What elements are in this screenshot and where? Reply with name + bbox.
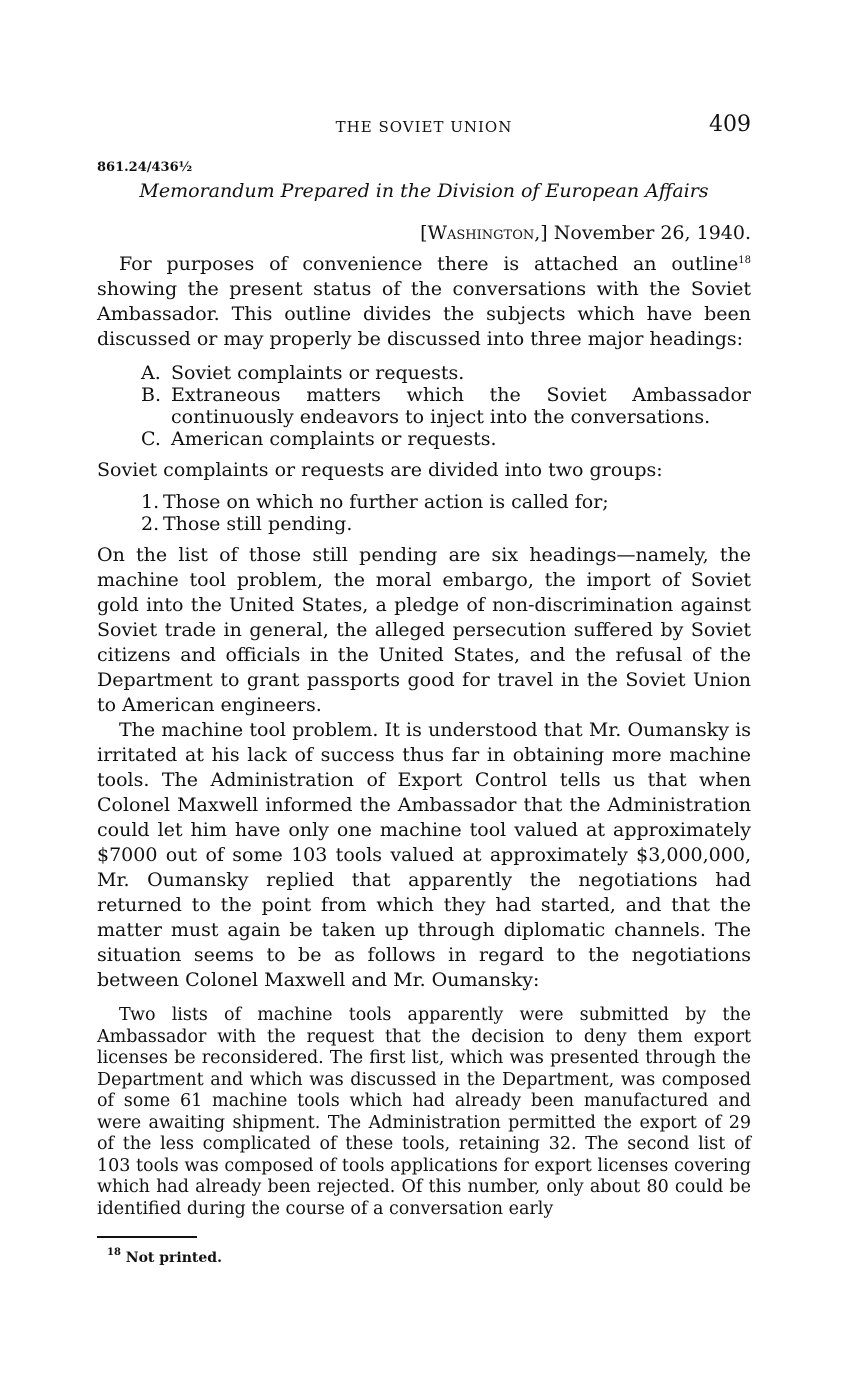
pending-paragraph: On the list of those still pending are six headings—namely, the machine tool problem, the moral embargo, the import of Soviet gold into the United States, a pledge of non-discrimination against Soviet trade in general, the alleged persecution suffered by Soviet citizens and officials in the United States, and the refusal of the Department to grant passports good for travel in the Soviet Union to American engineers. [97, 544, 751, 716]
footnote-reference: 18 [738, 255, 751, 266]
dateline-open-bracket: [ [420, 222, 428, 244]
page-header [97, 112, 751, 142]
outline-marker: A. [141, 362, 161, 384]
group-text: Those on which no further action is called for; [163, 491, 609, 513]
group-item [141, 513, 751, 535]
intro-paragraph [97, 252, 751, 352]
outline-item [141, 384, 751, 428]
footnote [107, 1247, 222, 1266]
document-body [97, 252, 751, 1220]
group-text: Those still pending. [163, 513, 353, 535]
outline-marker: C. [141, 428, 161, 450]
intro-text-continued: showing the present status of the conversations with the Soviet Ambassador. This outline divides the subjects which have been discussed or may properly be discussed into three major headings: [97, 278, 751, 350]
dateline-date: November 26, 1940. [547, 222, 751, 244]
page-number: 409 [709, 112, 751, 137]
group-marker: 2. [141, 513, 160, 535]
groups-list [97, 491, 751, 535]
file-number: 861.24/436½ [97, 160, 193, 175]
machine-tool-paragraph: The machine tool problem. It is understood that Mr. Oumansky is irritated at his lack of success thus far in obtaining more machine tools. The Administration of Export Control tells us that when Colonel Maxwell informed the Ambassador that the Administration could let him have only one machine tool valued at approximately $7000 out of some 103 tools valued at approximately $3,000,000, Mr. Oumansky replied that apparently the negotiations had returned to the point from which they had started, and that the matter must again be taken up through diplomatic channels. The situation seems to be as follows in regard to the negotiations between Colonel Maxwell and Mr. Oumansky: [97, 719, 751, 991]
dateline-close-bracket: ] [540, 222, 548, 244]
outline-text: Soviet complaints or requests. [171, 362, 465, 384]
quoted-paragraph: Two lists of machine tools apparently were submitted by the Ambassador with the request that the decision to deny them export licenses be reconsidered. The first list, which was presented through the Department and which was discussed in the Department, was composed of some 61 machine tools which had already been manufactured and were awaiting shipment. The Administration permitted the export of 29 of the less complicated of these tools, retaining 32. The second list of 103 tools was composed of tools applications for export licenses covering which had already been rejected. Of this number, only about 80 could be identified during the course of a conversation early [97, 1005, 751, 1219]
outline-item [141, 428, 751, 450]
outline-item [141, 362, 751, 384]
outline-marker: B. [141, 384, 162, 406]
footnote-number: 18 [107, 1247, 121, 1258]
dateline [420, 222, 751, 244]
running-head: THE SOVIET UNION [335, 118, 513, 136]
outline-text: American complaints or requests. [171, 428, 497, 450]
footnote-text: Not printed. [120, 1250, 222, 1266]
intro-text: For purposes of convenience there is attached an outline [119, 253, 739, 275]
group-marker: 1. [141, 491, 160, 513]
group-item [141, 491, 751, 513]
outline-text: Extraneous matters which the Soviet Ambassador continuously endeavors to inject into the conversations. [171, 384, 751, 428]
dateline-place: Washington, [427, 222, 541, 244]
footnote-rule [97, 1236, 197, 1238]
document-title: Memorandum Prepared in the Division of European Affairs [139, 180, 709, 202]
outline-list [97, 362, 751, 450]
groups-paragraph: Soviet complaints or requests are divided into two groups: [97, 459, 663, 481]
